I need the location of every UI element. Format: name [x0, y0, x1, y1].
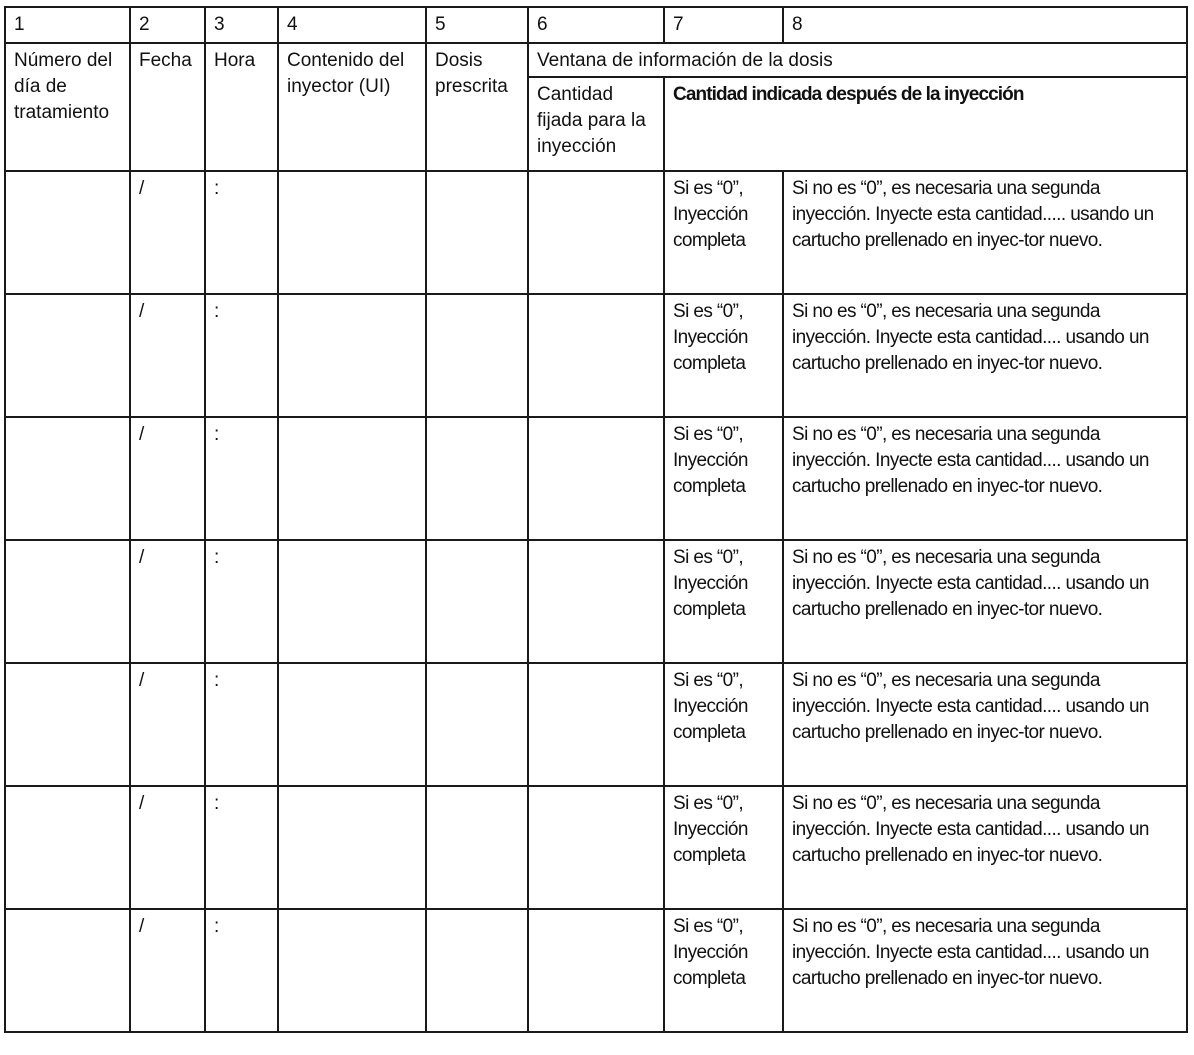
if-zero-cell: Si es “0”, Inyección completa	[664, 171, 783, 294]
date-cell[interactable]: /	[130, 540, 205, 663]
if-zero-cell: Si es “0”, Inyección completa	[664, 663, 783, 786]
time-cell[interactable]: :	[205, 294, 278, 417]
if-zero-cell: Si es “0”, Inyección completa	[664, 417, 783, 540]
if-zero-cell: Si es “0”, Inyección completa	[664, 786, 783, 909]
amount-set-cell[interactable]	[528, 171, 664, 294]
amount-set-cell[interactable]	[528, 663, 664, 786]
header-row	[5, 43, 1187, 77]
column-number-6: 6	[528, 7, 664, 43]
injector-content-cell[interactable]	[278, 171, 426, 294]
time-cell[interactable]: :	[205, 171, 278, 294]
date-cell[interactable]: /	[130, 663, 205, 786]
date-cell[interactable]: /	[130, 786, 205, 909]
time-cell[interactable]: :	[205, 540, 278, 663]
dose-log-table	[4, 6, 1188, 1033]
date-cell[interactable]: /	[130, 909, 205, 1032]
injector-content-cell[interactable]	[278, 909, 426, 1032]
column-number-7: 7	[664, 7, 783, 43]
prescribed-dose-cell[interactable]	[426, 171, 528, 294]
day-number-cell[interactable]	[5, 171, 130, 294]
injector-content-cell[interactable]	[278, 786, 426, 909]
table-row	[5, 786, 1187, 909]
date-cell[interactable]: /	[130, 417, 205, 540]
column-number-8: 8	[783, 7, 1187, 43]
header-injector-content: Contenido del inyector (UI)	[278, 43, 426, 171]
time-cell[interactable]: :	[205, 786, 278, 909]
if-not-zero-cell: Si no es “0”, es necesaria una segunda inyección. Inyecte esta cantidad.... usando un cartucho prellenado en inyec-tor nuevo.	[783, 417, 1187, 540]
header-date: Fecha	[130, 43, 205, 171]
header-time: Hora	[205, 43, 278, 171]
table-row	[5, 540, 1187, 663]
day-number-cell[interactable]	[5, 417, 130, 540]
injector-content-cell[interactable]	[278, 540, 426, 663]
day-number-cell[interactable]	[5, 294, 130, 417]
if-not-zero-cell: Si no es “0”, es necesaria una segunda inyección. Inyecte esta cantidad.... usando un cartucho prellenado en inyec-tor nuevo.	[783, 540, 1187, 663]
if-zero-cell: Si es “0”, Inyección completa	[664, 540, 783, 663]
injector-content-cell[interactable]	[278, 663, 426, 786]
amount-set-cell[interactable]	[528, 909, 664, 1032]
amount-set-cell[interactable]	[528, 294, 664, 417]
header-amount-after: Cantidad indicada después de la inyección	[664, 77, 1187, 171]
day-number-cell[interactable]	[5, 540, 130, 663]
column-number-4: 4	[278, 7, 426, 43]
table-row	[5, 663, 1187, 786]
injector-content-cell[interactable]	[278, 417, 426, 540]
prescribed-dose-cell[interactable]	[426, 417, 528, 540]
if-not-zero-cell: Si no es “0”, es necesaria una segunda inyección. Inyecte esta cantidad..... usando un cartucho prellenado en inyec-tor nuevo.	[783, 171, 1187, 294]
if-not-zero-cell: Si no es “0”, es necesaria una segunda inyección. Inyecte esta cantidad.... usando un cartucho prellenado en inyec-tor nuevo.	[783, 294, 1187, 417]
prescribed-dose-cell[interactable]	[426, 294, 528, 417]
time-cell[interactable]: :	[205, 663, 278, 786]
day-number-cell[interactable]	[5, 786, 130, 909]
day-number-cell[interactable]	[5, 909, 130, 1032]
day-number-cell[interactable]	[5, 663, 130, 786]
if-zero-cell: Si es “0”, Inyección completa	[664, 294, 783, 417]
if-not-zero-cell: Si no es “0”, es necesaria una segunda inyección. Inyecte esta cantidad.... usando un cartucho prellenado en inyec-tor nuevo.	[783, 909, 1187, 1032]
injector-content-cell[interactable]	[278, 294, 426, 417]
prescribed-dose-cell[interactable]	[426, 909, 528, 1032]
time-cell[interactable]: :	[205, 417, 278, 540]
header-prescribed-dose: Dosis prescrita	[426, 43, 528, 171]
table-row	[5, 171, 1187, 294]
time-cell[interactable]: :	[205, 909, 278, 1032]
table-row	[5, 294, 1187, 417]
table-row	[5, 417, 1187, 540]
column-number-5: 5	[426, 7, 528, 43]
date-cell[interactable]: /	[130, 171, 205, 294]
column-number-row	[5, 7, 1187, 43]
prescribed-dose-cell[interactable]	[426, 786, 528, 909]
if-not-zero-cell: Si no es “0”, es necesaria una segunda inyección. Inyecte esta cantidad.... usando un cartucho prellenado en inyec-tor nuevo.	[783, 786, 1187, 909]
header-day-number: Número del día de tratamiento	[5, 43, 130, 171]
amount-set-cell[interactable]	[528, 417, 664, 540]
if-not-zero-cell: Si no es “0”, es necesaria una segunda inyección. Inyecte esta cantidad.... usando un cartucho prellenado en inyec-tor nuevo.	[783, 663, 1187, 786]
if-zero-cell: Si es “0”, Inyección completa	[664, 909, 783, 1032]
column-number-1: 1	[5, 7, 130, 43]
amount-set-cell[interactable]	[528, 540, 664, 663]
header-amount-set: Cantidad fijada para la inyección	[528, 77, 664, 171]
date-cell[interactable]: /	[130, 294, 205, 417]
amount-set-cell[interactable]	[528, 786, 664, 909]
prescribed-dose-cell[interactable]	[426, 663, 528, 786]
prescribed-dose-cell[interactable]	[426, 540, 528, 663]
header-dose-window: Ventana de información de la dosis	[528, 43, 1187, 77]
column-number-2: 2	[130, 7, 205, 43]
column-number-3: 3	[205, 7, 278, 43]
table-row	[5, 909, 1187, 1032]
